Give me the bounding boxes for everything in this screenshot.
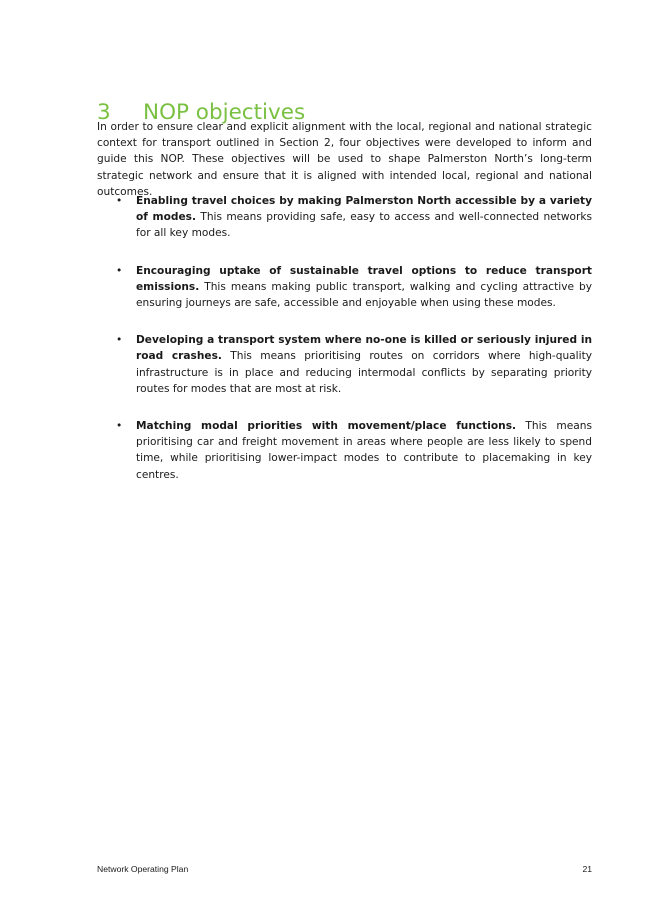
objective-lead: Developing a transport system where no-one is killed or seriously injured in road crashes. [136,334,592,363]
objective-text: This means prioritising car and freight movement in areas where people are less likely to spend time, while prioritising lower-impact modes to contribute to placemaking in key centres. [136,420,592,481]
objective-text: This means providing safe, easy to access and well-connected networks for all key modes. [136,211,592,240]
footer-document-title: Network Operating Plan [97,864,189,874]
section-number: 3 [97,100,111,126]
intro-paragraph: In order to ensure clear and explicit alignment with the local, regional and national strategic context for transport outlined in Section 2, four objectives were developed to inform and guide this NOP. These objectives will be used to shape Palmerston North’s long-term strategic network and ensure that it is aligned with intended local, regional and national outcomes. [97,121,592,198]
bullet-icon: • [116,334,123,347]
objective-text: This means making public transport, walking and cycling attractive by ensuring journeys are safe, accessible and enjoyable when using these modes. [136,280,592,310]
bullet-icon: • [116,195,123,207]
bullet-icon: • [116,420,123,433]
objective-item [97,418,592,483]
objective-item [97,332,592,397]
objectives-list [97,193,592,504]
page-footer [97,862,592,876]
objective-text: This means prioritising routes on corridors where high-quality infrastructure is in place and reducing intermodal conflicts by separating priority routes for modes that are most at risk. [136,350,592,395]
objective-lead: Matching modal priorities with movement/place functions. [136,420,517,433]
objective-item [97,263,592,312]
objective-item [97,193,592,242]
section-title: NOP objectives [143,100,306,126]
objective-lead: Encouraging uptake of sustainable travel options to reduce transport emissions. [136,264,592,293]
footer-page-number: 21 [582,864,592,874]
bullet-icon: • [116,264,123,277]
objective-lead: Enabling travel choices by making Palmerston North accessible by a variety of modes. [136,195,592,224]
